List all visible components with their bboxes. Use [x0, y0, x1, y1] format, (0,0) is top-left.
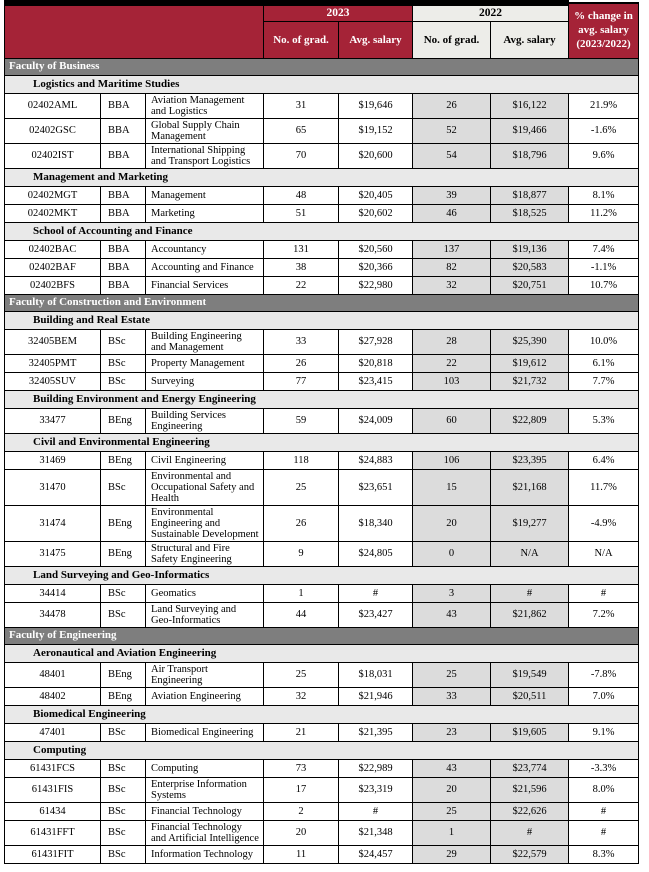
- grad-2023-cell: 26: [264, 505, 339, 541]
- grad-2023-cell: 32: [264, 687, 339, 705]
- award-cell: BBA: [101, 186, 146, 204]
- code-cell: 48402: [5, 687, 101, 705]
- grad-2023-cell: 33: [264, 329, 339, 354]
- pct-change-cell: 8.3%: [569, 845, 639, 863]
- salary-2023-cell: $21,946: [339, 687, 413, 705]
- programme-row: [5, 505, 639, 541]
- department-name: Logistics and Maritime Studies: [5, 75, 639, 93]
- programme-row: [5, 584, 639, 602]
- department-name: Building and Real Estate: [5, 311, 639, 329]
- salary-2022-cell: $19,136: [491, 240, 569, 258]
- grad-2022-cell: 33: [413, 687, 491, 705]
- grad-2022-cell: 32: [413, 276, 491, 294]
- grad-2022-cell: 52: [413, 118, 491, 143]
- grad-2023-cell: 118: [264, 451, 339, 469]
- award-cell: BSc: [101, 759, 146, 777]
- grad-2023-cell: 20: [264, 820, 339, 845]
- code-cell: 32405BEM: [5, 329, 101, 354]
- department-name: Biomedical Engineering: [5, 705, 639, 723]
- award-cell: BSc: [101, 602, 146, 627]
- salary-2023-cell: #: [339, 584, 413, 602]
- grad-2022-cell: 43: [413, 759, 491, 777]
- salary-2022-cell: $18,796: [491, 143, 569, 168]
- department-row: [5, 311, 639, 329]
- programme-cell: Computing: [146, 759, 264, 777]
- grad-2022-cell: 46: [413, 204, 491, 222]
- pct-change-cell: 7.2%: [569, 602, 639, 627]
- department-row: [5, 168, 639, 186]
- award-cell: BSc: [101, 802, 146, 820]
- award-cell: BSc: [101, 584, 146, 602]
- code-cell: 32405SUV: [5, 372, 101, 390]
- code-cell: 31470: [5, 469, 101, 505]
- department-row: [5, 433, 639, 451]
- salary-2023-cell: $22,980: [339, 276, 413, 294]
- grad-2023-cell: 25: [264, 469, 339, 505]
- salary-2022-cell: $20,751: [491, 276, 569, 294]
- salary-2022-cell: $16,122: [491, 93, 569, 118]
- department-name: Civil and Environmental Engineering: [5, 433, 639, 451]
- pct-change-cell: -1.1%: [569, 258, 639, 276]
- grad-2022-cell: 20: [413, 505, 491, 541]
- grad-2023-cell: 48: [264, 186, 339, 204]
- award-cell: BSc: [101, 777, 146, 802]
- programme-row: [5, 118, 639, 143]
- pct-change-cell: 6.1%: [569, 354, 639, 372]
- grad-2023-cell: 65: [264, 118, 339, 143]
- programme-row: [5, 820, 639, 845]
- programme-row: [5, 541, 639, 566]
- year-header-row: [5, 3, 639, 21]
- salary-2023-cell: $20,405: [339, 186, 413, 204]
- department-name: School of Accounting and Finance: [5, 222, 639, 240]
- department-row: [5, 741, 639, 759]
- award-cell: BEng: [101, 451, 146, 469]
- award-cell: BSc: [101, 820, 146, 845]
- programme-cell: Financial Technology and Artificial Intelligence: [146, 820, 264, 845]
- award-cell: BBA: [101, 204, 146, 222]
- grad-2023-cell: 44: [264, 602, 339, 627]
- salary-2022-cell: $18,525: [491, 204, 569, 222]
- award-cell: BSc: [101, 329, 146, 354]
- pct-change-cell: 10.0%: [569, 329, 639, 354]
- programme-cell: Air Transport Engineering: [146, 662, 264, 687]
- code-cell: 02402BFS: [5, 276, 101, 294]
- header-salary-2023: Avg. salary: [339, 21, 413, 58]
- programme-row: [5, 240, 639, 258]
- grad-2022-cell: 60: [413, 408, 491, 433]
- salary-2023-cell: $24,009: [339, 408, 413, 433]
- salary-2023-cell: $24,805: [339, 541, 413, 566]
- programme-cell: Building Engineering and Management: [146, 329, 264, 354]
- programme-cell: Structural and Fire Safety Engineering: [146, 541, 264, 566]
- salary-2023-cell: $27,928: [339, 329, 413, 354]
- grad-2023-cell: 38: [264, 258, 339, 276]
- salary-2023-cell: $18,031: [339, 662, 413, 687]
- salary-2022-cell: $19,466: [491, 118, 569, 143]
- programme-row: [5, 723, 639, 741]
- salary-2022-cell: $19,277: [491, 505, 569, 541]
- programme-cell: Surveying: [146, 372, 264, 390]
- salary-2022-cell: $20,511: [491, 687, 569, 705]
- department-row: [5, 644, 639, 662]
- programme-cell: Accounting and Finance: [146, 258, 264, 276]
- header-year-2022: 2022: [413, 3, 569, 21]
- pct-change-cell: N/A: [569, 541, 639, 566]
- programme-cell: Aviation Management and Logistics: [146, 93, 264, 118]
- programme-row: [5, 372, 639, 390]
- salary-2022-cell: $22,579: [491, 845, 569, 863]
- faculty-name: Faculty of Engineering: [5, 627, 639, 644]
- department-row: [5, 75, 639, 93]
- grad-2023-cell: 51: [264, 204, 339, 222]
- salary-2023-cell: $24,457: [339, 845, 413, 863]
- programme-row: [5, 258, 639, 276]
- programme-row: [5, 602, 639, 627]
- code-cell: 61431FIS: [5, 777, 101, 802]
- pct-change-cell: #: [569, 584, 639, 602]
- programme-cell: Aviation Engineering: [146, 687, 264, 705]
- pct-change-cell: 11.7%: [569, 469, 639, 505]
- award-cell: BEng: [101, 541, 146, 566]
- department-name: Building Environment and Energy Engineering: [5, 390, 639, 408]
- grad-2022-cell: 15: [413, 469, 491, 505]
- grad-2023-cell: 73: [264, 759, 339, 777]
- pct-change-cell: 21.9%: [569, 93, 639, 118]
- programme-row: [5, 802, 639, 820]
- salary-2022-cell: $22,626: [491, 802, 569, 820]
- code-cell: 02402IST: [5, 143, 101, 168]
- department-row: [5, 390, 639, 408]
- faculty-row: [5, 294, 639, 311]
- code-cell: 61431FFT: [5, 820, 101, 845]
- award-cell: BBA: [101, 143, 146, 168]
- department-row: [5, 705, 639, 723]
- programme-cell: Environmental Engineering and Sustainable Development: [146, 505, 264, 541]
- salary-2022-cell: #: [491, 584, 569, 602]
- pct-change-cell: 9.6%: [569, 143, 639, 168]
- header-grad-2022: No. of grad.: [413, 21, 491, 58]
- programme-cell: Geomatics: [146, 584, 264, 602]
- grad-2022-cell: 103: [413, 372, 491, 390]
- programme-row: [5, 354, 639, 372]
- award-cell: BBA: [101, 240, 146, 258]
- grad-2023-cell: 77: [264, 372, 339, 390]
- award-cell: BEng: [101, 408, 146, 433]
- salary-2023-cell: $20,818: [339, 354, 413, 372]
- salary-2022-cell: $21,596: [491, 777, 569, 802]
- header-grad-2023: No. of grad.: [264, 21, 339, 58]
- programme-cell: Marketing: [146, 204, 264, 222]
- code-cell: 31474: [5, 505, 101, 541]
- pct-change-cell: 7.7%: [569, 372, 639, 390]
- department-name: Land Surveying and Geo-Informatics: [5, 566, 639, 584]
- award-cell: BSc: [101, 723, 146, 741]
- grad-2023-cell: 31: [264, 93, 339, 118]
- award-cell: BEng: [101, 662, 146, 687]
- programme-row: [5, 759, 639, 777]
- grad-2022-cell: 0: [413, 541, 491, 566]
- table-header: [5, 3, 639, 58]
- salary-2022-cell: $21,168: [491, 469, 569, 505]
- grad-2023-cell: 11: [264, 845, 339, 863]
- code-cell: 02402MKT: [5, 204, 101, 222]
- pct-change-cell: 7.4%: [569, 240, 639, 258]
- salary-2023-cell: $23,427: [339, 602, 413, 627]
- programme-row: [5, 204, 639, 222]
- programme-cell: Accountancy: [146, 240, 264, 258]
- grad-2022-cell: 39: [413, 186, 491, 204]
- programme-cell: International Shipping and Transport Logistics: [146, 143, 264, 168]
- code-cell: 61431FIT: [5, 845, 101, 863]
- grad-2023-cell: 1: [264, 584, 339, 602]
- faculty-name: Faculty of Business: [5, 58, 639, 75]
- grad-2023-cell: 21: [264, 723, 339, 741]
- pct-change-cell: -3.3%: [569, 759, 639, 777]
- grad-2022-cell: 3: [413, 584, 491, 602]
- programme-row: [5, 687, 639, 705]
- department-row: [5, 566, 639, 584]
- award-cell: BBA: [101, 118, 146, 143]
- pct-change-cell: 8.0%: [569, 777, 639, 802]
- department-name: Management and Marketing: [5, 168, 639, 186]
- grad-2023-cell: 9: [264, 541, 339, 566]
- programme-row: [5, 451, 639, 469]
- grad-2022-cell: 137: [413, 240, 491, 258]
- grad-2023-cell: 59: [264, 408, 339, 433]
- department-name: Aeronautical and Aviation Engineering: [5, 644, 639, 662]
- salary-2023-cell: $24,883: [339, 451, 413, 469]
- code-cell: 34414: [5, 584, 101, 602]
- programme-cell: Land Surveying and Geo-Informatics: [146, 602, 264, 627]
- table-body: [5, 58, 639, 863]
- code-cell: 47401: [5, 723, 101, 741]
- salary-2022-cell: $20,583: [491, 258, 569, 276]
- code-cell: 61434: [5, 802, 101, 820]
- graduate-salary-table: [4, 0, 639, 864]
- code-cell: 02402AML: [5, 93, 101, 118]
- header-pct-change: % change in avg. salary (2023/2022): [569, 3, 639, 58]
- grad-2022-cell: 25: [413, 802, 491, 820]
- code-cell: 02402MGT: [5, 186, 101, 204]
- grad-2023-cell: 70: [264, 143, 339, 168]
- code-cell: 02402BAC: [5, 240, 101, 258]
- programme-row: [5, 777, 639, 802]
- faculty-name: Faculty of Construction and Environment: [5, 294, 639, 311]
- grad-2022-cell: 82: [413, 258, 491, 276]
- award-cell: BBA: [101, 276, 146, 294]
- grad-2022-cell: 54: [413, 143, 491, 168]
- header-blank-cell: [5, 3, 264, 58]
- salary-2022-cell: $18,877: [491, 186, 569, 204]
- programme-cell: Civil Engineering: [146, 451, 264, 469]
- programme-cell: Environmental and Occupational Safety and Health: [146, 469, 264, 505]
- grad-2022-cell: 43: [413, 602, 491, 627]
- salary-2022-cell: N/A: [491, 541, 569, 566]
- salary-2022-cell: $22,809: [491, 408, 569, 433]
- salary-2023-cell: $23,415: [339, 372, 413, 390]
- faculty-row: [5, 58, 639, 75]
- header-year-2023: 2023: [264, 3, 413, 21]
- grad-2022-cell: 22: [413, 354, 491, 372]
- award-cell: BSc: [101, 845, 146, 863]
- programme-cell: Building Services Engineering: [146, 408, 264, 433]
- salary-2023-cell: $21,395: [339, 723, 413, 741]
- pct-change-cell: -7.8%: [569, 662, 639, 687]
- grad-2023-cell: 25: [264, 662, 339, 687]
- salary-2023-cell: $23,319: [339, 777, 413, 802]
- award-cell: BBA: [101, 258, 146, 276]
- award-cell: BSc: [101, 469, 146, 505]
- salary-2023-cell: $22,989: [339, 759, 413, 777]
- award-cell: BSc: [101, 372, 146, 390]
- programme-row: [5, 186, 639, 204]
- code-cell: 33477: [5, 408, 101, 433]
- programme-row: [5, 329, 639, 354]
- pct-change-cell: #: [569, 820, 639, 845]
- grad-2022-cell: 28: [413, 329, 491, 354]
- header-salary-2022: Avg. salary: [491, 21, 569, 58]
- programme-cell: Enterprise Information Systems: [146, 777, 264, 802]
- salary-2022-cell: #: [491, 820, 569, 845]
- award-cell: BBA: [101, 93, 146, 118]
- programme-row: [5, 469, 639, 505]
- salary-2023-cell: $20,366: [339, 258, 413, 276]
- pct-change-cell: 5.3%: [569, 408, 639, 433]
- grad-2023-cell: 2: [264, 802, 339, 820]
- award-cell: BSc: [101, 354, 146, 372]
- award-cell: BEng: [101, 687, 146, 705]
- pct-change-cell: #: [569, 802, 639, 820]
- pct-change-cell: 10.7%: [569, 276, 639, 294]
- salary-2023-cell: $20,600: [339, 143, 413, 168]
- programme-row: [5, 276, 639, 294]
- salary-2022-cell: $23,395: [491, 451, 569, 469]
- code-cell: 48401: [5, 662, 101, 687]
- salary-2022-cell: $19,605: [491, 723, 569, 741]
- pct-change-cell: 7.0%: [569, 687, 639, 705]
- programme-row: [5, 93, 639, 118]
- code-cell: 31469: [5, 451, 101, 469]
- salary-2023-cell: $20,602: [339, 204, 413, 222]
- grad-2023-cell: 26: [264, 354, 339, 372]
- salary-2023-cell: #: [339, 802, 413, 820]
- salary-2023-cell: $19,152: [339, 118, 413, 143]
- salary-2022-cell: $21,732: [491, 372, 569, 390]
- salary-2022-cell: $23,774: [491, 759, 569, 777]
- code-cell: 32405PMT: [5, 354, 101, 372]
- grad-2022-cell: 23: [413, 723, 491, 741]
- code-cell: 34478: [5, 602, 101, 627]
- salary-2022-cell: $25,390: [491, 329, 569, 354]
- salary-2023-cell: $18,340: [339, 505, 413, 541]
- code-cell: 02402GSC: [5, 118, 101, 143]
- programme-cell: Management: [146, 186, 264, 204]
- programme-cell: Information Technology: [146, 845, 264, 863]
- salary-2022-cell: $21,862: [491, 602, 569, 627]
- salary-2022-cell: $19,549: [491, 662, 569, 687]
- pct-change-cell: 6.4%: [569, 451, 639, 469]
- code-cell: 31475: [5, 541, 101, 566]
- grad-2022-cell: 106: [413, 451, 491, 469]
- programme-cell: Property Management: [146, 354, 264, 372]
- programme-cell: Biomedical Engineering: [146, 723, 264, 741]
- grad-2023-cell: 22: [264, 276, 339, 294]
- pct-change-cell: 9.1%: [569, 723, 639, 741]
- pct-change-cell: 8.1%: [569, 186, 639, 204]
- salary-2022-cell: $19,612: [491, 354, 569, 372]
- grad-2023-cell: 131: [264, 240, 339, 258]
- programme-row: [5, 845, 639, 863]
- grad-2022-cell: 20: [413, 777, 491, 802]
- code-cell: 61431FCS: [5, 759, 101, 777]
- grad-2022-cell: 1: [413, 820, 491, 845]
- programme-row: [5, 662, 639, 687]
- code-cell: 02402BAF: [5, 258, 101, 276]
- grad-2022-cell: 26: [413, 93, 491, 118]
- salary-2023-cell: $21,348: [339, 820, 413, 845]
- department-name: Computing: [5, 741, 639, 759]
- programme-row: [5, 408, 639, 433]
- salary-2023-cell: $23,651: [339, 469, 413, 505]
- department-row: [5, 222, 639, 240]
- grad-2023-cell: 17: [264, 777, 339, 802]
- award-cell: BEng: [101, 505, 146, 541]
- grad-2022-cell: 29: [413, 845, 491, 863]
- programme-cell: Financial Technology: [146, 802, 264, 820]
- pct-change-cell: -4.9%: [569, 505, 639, 541]
- pct-change-cell: -1.6%: [569, 118, 639, 143]
- grad-2022-cell: 25: [413, 662, 491, 687]
- salary-2023-cell: $20,560: [339, 240, 413, 258]
- faculty-row: [5, 627, 639, 644]
- programme-row: [5, 143, 639, 168]
- salary-2023-cell: $19,646: [339, 93, 413, 118]
- pct-change-cell: 11.2%: [569, 204, 639, 222]
- programme-cell: Global Supply Chain Management: [146, 118, 264, 143]
- programme-cell: Financial Services: [146, 276, 264, 294]
